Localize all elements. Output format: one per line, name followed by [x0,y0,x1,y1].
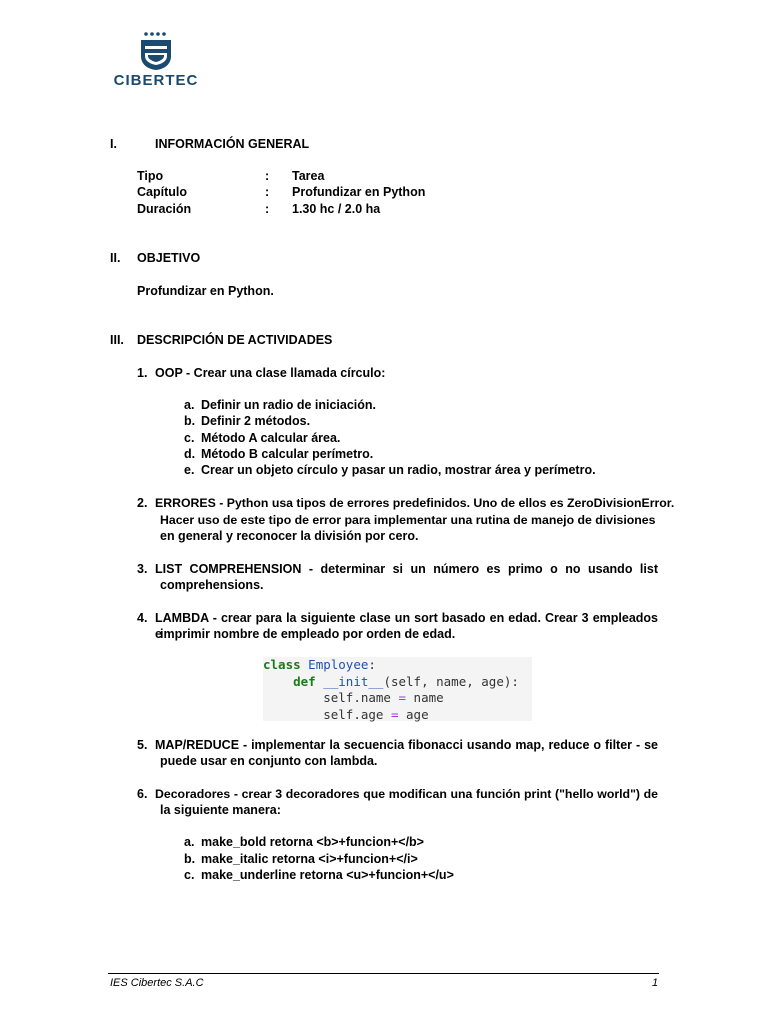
info-value: Profundizar en Python [292,185,426,199]
footer-company: IES Cibertec S.A.C [110,977,204,989]
info-colon: : [265,169,270,183]
code-class-name: Employee [308,657,369,672]
activity-text: OOP - Crear una clase llamada círculo: [155,366,386,380]
info-label: Capítulo [137,185,187,199]
subitem-letter: b. [184,414,196,428]
objective-text: Profundizar en Python. [137,284,274,298]
section-number: III. [110,333,124,347]
code-text: self.name [323,690,391,705]
activity-text: MAP/REDUCE - implementar la secuencia fibonacci usando map, reduce o filter - se [155,738,658,752]
code-function-name: __init__ [323,673,384,689]
section-number: II. [110,251,121,265]
activity-text: ERRORES - Python usa tipos de errores predefinidos. Uno de ellos es ZeroDivisionError. [155,496,675,510]
section-number: I. [110,137,117,151]
activity-text: Hacer uso de este tipo de error para implementar una rutina de manejo de divisiones [160,513,656,527]
activity-text: comprehensions. [160,578,264,592]
activity-number: 4. [137,611,148,625]
subitem-text: Crear un objeto círculo y pasar un radio, mostrar área y perímetro. [201,463,596,477]
code-args: (self, name, age): [383,673,519,689]
activity-text: Decoradores - crear 3 decoradores que modifican una función print ("hello world") de [155,787,658,801]
subitem-text: make_underline retorna <u>+funcion+</u> [201,868,454,882]
activity-text: la siguiente manera: [160,803,281,817]
subitem-letter: c. [184,868,195,882]
subitem-letter: a. [184,835,195,849]
activity-text: LIST COMPREHENSION - determinar si un número es primo o no usando list [155,562,658,576]
subitem-text: Método A calcular área. [201,431,341,445]
info-label: Duración [137,202,192,216]
activity-number: 6. [137,787,148,801]
activity-number: 5. [137,738,148,752]
info-label: Tipo [137,169,164,183]
subitem-letter: c. [184,431,195,445]
code-punct: : [368,657,376,672]
activity-text: puede usar en conjunto con lambda. [160,754,378,768]
code-text: age [406,706,429,722]
code-block [263,657,532,721]
activity-number: 3. [137,562,148,576]
section-title: INFORMACIÓN GENERAL [155,137,310,151]
logo-text: CIBERTEC [113,72,199,89]
activity-number: 2. [137,496,148,510]
section-title: DESCRIPCIÓN DE ACTIVIDADES [137,333,333,347]
code-text: name [413,690,444,705]
activity-text: en general y reconocer la división por cero. [160,529,419,543]
code-operator: = [398,690,407,705]
info-colon: : [265,185,270,199]
subitem-text: Método B calcular perímetro. [201,447,374,461]
shield-icon [110,30,202,72]
info-value: Tarea [292,169,325,183]
info-colon: : [265,202,270,216]
info-value: 1.30 hc / 2.0 ha [292,202,381,216]
subitem-text: Definir 2 métodos. [201,414,311,428]
code-operator: = [390,706,399,722]
subitem-text: make_italic retorna <i>+funcion+</i> [201,852,418,866]
subitem-letter: d. [184,447,196,461]
activity-text: LAMBDA - crear para la siguiente clase un sort basado en edad. Crear 3 empleados e [155,611,658,641]
footer-divider [108,973,659,974]
page-number: 1 [652,977,659,989]
subitem-letter: b. [184,852,196,866]
subitem-text: make_bold retorna <b>+funcion+</b> [201,835,424,849]
code-keyword: def [293,673,316,689]
subitem-text: Definir un radio de iniciación. [201,398,377,412]
subitem-letter: e. [184,463,195,477]
code-keyword: class [263,657,301,672]
activity-text: imprimir nombre de empleado por orden de edad. [160,627,456,641]
activity-number: 1. [137,366,148,380]
section-title: OBJETIVO [137,251,201,265]
code-text: self.age [323,706,384,722]
subitem-letter: a. [184,398,195,412]
